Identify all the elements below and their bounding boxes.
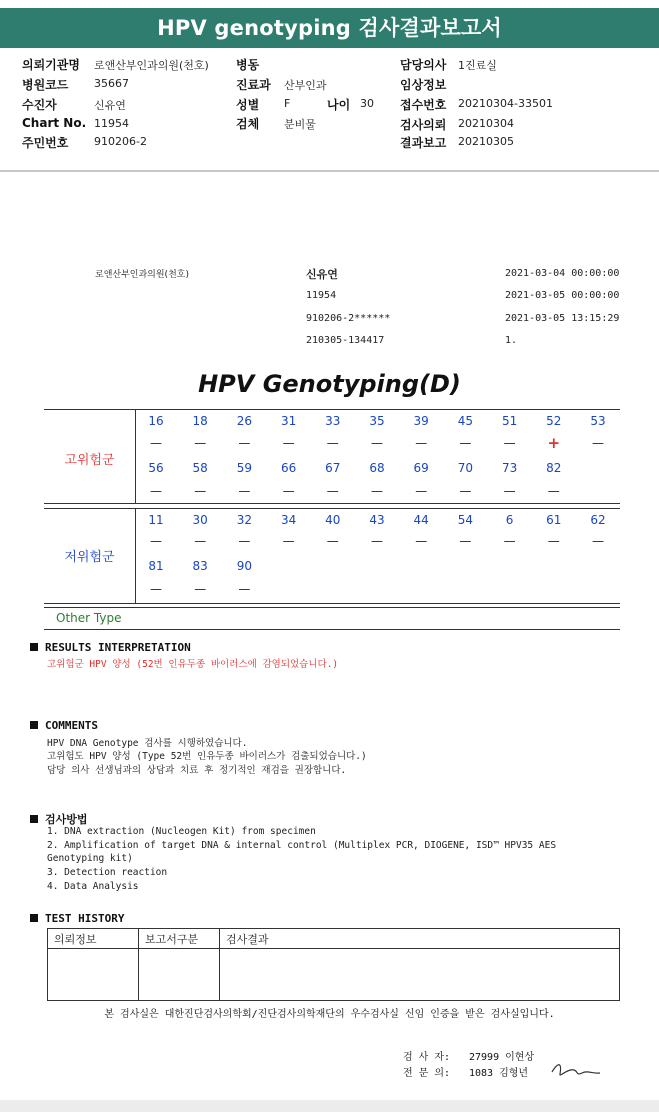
hospital-code-label: 병원코드	[22, 78, 69, 92]
signature-scribble-icon	[548, 1058, 604, 1080]
hpv-type-35: 35	[369, 414, 385, 428]
results-text: 고위험군 HPV 양성 (52번 인유두종 바이러스에 감염되었습니다.)	[47, 659, 339, 670]
hpv-type-56: 56	[148, 461, 164, 475]
id-value: 910206-2	[94, 135, 147, 148]
history-heading	[30, 912, 124, 925]
hpv-type-39: 39	[413, 414, 429, 428]
hpv-type-40: 40	[325, 513, 341, 527]
history-cell	[220, 949, 620, 1001]
hpv-type-26: 26	[236, 414, 253, 428]
result-negative: —	[194, 534, 207, 548]
ward-label: 병동	[236, 58, 260, 72]
square-bullet-icon	[30, 914, 38, 922]
info-clinic: 로앤산부인과의원(천호)	[95, 270, 189, 280]
result-negative: —	[150, 582, 162, 596]
comment-line-2: 고위험도 HPV 양성 (Type 52번 인유두종 바이러스가 검출되었습니다.)	[47, 751, 367, 762]
hpv-type-31: 31	[280, 414, 297, 428]
square-bullet-icon	[30, 815, 38, 823]
result-negative: —	[326, 534, 339, 548]
result-negative: —	[194, 484, 207, 498]
id-label: 주민번호	[22, 136, 69, 150]
result-negative: —	[547, 534, 560, 548]
other-type-label: Other Type	[56, 611, 122, 625]
chart-value: 11954	[94, 117, 129, 130]
hpv-type-18: 18	[192, 414, 208, 428]
hpv-type-82: 82	[546, 461, 562, 475]
hpv-type-52: 52	[546, 414, 562, 428]
clinical-label: 임상정보	[400, 78, 447, 92]
info-rrn: 910206-2******	[306, 313, 391, 324]
result-negative: —	[150, 436, 162, 450]
hpv-type-16: 16	[148, 414, 164, 428]
info-date3: 2021-03-05 13:15:29	[505, 313, 620, 324]
hpv-type-62: 62	[590, 513, 606, 527]
result-negative: —	[150, 534, 162, 548]
hpv-type-43: 43	[369, 513, 385, 527]
history-cell	[48, 949, 139, 1001]
result-negative: —	[415, 484, 428, 498]
age-value: 30	[360, 97, 374, 110]
sex-value: F	[284, 97, 291, 110]
hpv-type-69: 69	[413, 461, 429, 475]
info-seq: 1.	[505, 335, 518, 346]
info-date1: 2021-03-04 00:00:00	[505, 268, 620, 279]
test-history-table	[47, 928, 620, 1001]
hpv-type-30: 30	[192, 513, 208, 527]
method-line-4: 3. Detection reaction	[47, 867, 168, 878]
grid-line-top	[44, 409, 620, 410]
result-negative: —	[592, 436, 604, 450]
result-negative: —	[503, 534, 516, 548]
hpv-type-59: 59	[236, 461, 253, 475]
tester-label: 검 사 자:	[403, 1052, 451, 1063]
low-risk-label: 저위험군	[64, 550, 115, 565]
report-date: 20210305	[458, 135, 514, 148]
receipt-label: 접수번호	[400, 98, 447, 112]
hpv-type-90: 90	[236, 559, 253, 573]
hpv-type-11: 11	[148, 513, 164, 527]
result-negative: —	[282, 436, 295, 450]
doctor-label: 담당의사	[400, 58, 447, 72]
result-negative: —	[503, 436, 516, 450]
result-negative: —	[459, 484, 472, 498]
specimen-label: 검체	[236, 117, 260, 131]
hpv-type-70: 70	[457, 461, 474, 475]
hpv-type-6: 6	[505, 513, 514, 527]
method-heading-text: 검사방법	[45, 813, 88, 826]
report-header	[0, 52, 659, 172]
result-negative: —	[282, 534, 295, 548]
result-negative: —	[371, 484, 383, 498]
result-negative: —	[194, 436, 207, 450]
result-negative: —	[282, 484, 295, 498]
patient-label: 수진자	[22, 98, 57, 112]
info-chart: 11954	[306, 290, 337, 301]
report-title: HPV genotyping 검사결과보고서	[0, 8, 659, 48]
history-cell	[139, 949, 220, 1001]
dept-value: 산부인과	[284, 79, 327, 92]
method-line-5: 4. Data Analysis	[47, 881, 139, 892]
doctor-value: 1진료실	[458, 59, 497, 72]
comment-line-1: HPV DNA Genotype 검사를 시행하였습니다.	[47, 738, 248, 749]
result-negative: —	[326, 484, 339, 498]
dept-label: 진료과	[236, 78, 271, 92]
patient-value: 신유연	[94, 99, 126, 112]
result-negative: —	[238, 436, 251, 450]
square-bullet-icon	[30, 643, 38, 651]
hpv-type-66: 66	[280, 461, 297, 475]
result-negative: —	[371, 436, 383, 450]
chart-label: Chart No.	[22, 116, 87, 130]
result-negative: —	[150, 484, 162, 498]
info-name: 신유연	[306, 268, 338, 281]
requester-label: 의뢰기관명	[22, 58, 80, 72]
info-specimen-no: 210305-134417	[306, 335, 385, 346]
hpv-type-61: 61	[546, 513, 562, 527]
hpv-type-73: 73	[501, 461, 518, 475]
history-col-result: 검사결과	[220, 929, 620, 949]
result-negative: —	[415, 436, 428, 450]
result-negative: —	[238, 582, 251, 596]
results-heading	[30, 641, 191, 654]
history-col-request: 의뢰정보	[48, 929, 139, 949]
hpv-type-34: 34	[280, 513, 297, 527]
hpv-type-67: 67	[325, 461, 341, 475]
result-positive: +	[547, 434, 561, 452]
accreditation-footer: 본 검사실은 대한진단검사의학회/진단검사의학재단의 우수검사실 신임 인증을 받은 검사실입니다.	[104, 1009, 555, 1020]
grid-line-other-top	[44, 607, 620, 608]
sex-label: 성별	[236, 98, 260, 112]
hpv-type-68: 68	[369, 461, 385, 475]
hpv-type-58: 58	[192, 461, 208, 475]
request-date: 20210304	[458, 117, 514, 130]
result-negative: —	[415, 534, 428, 548]
method-line-3: Genotyping kit)	[47, 853, 133, 864]
specialist-value: 1083 김형년	[469, 1068, 529, 1079]
report-label: 결과보고	[400, 136, 447, 150]
result-negative: —	[547, 484, 560, 498]
grid-line-other-bottom	[44, 629, 620, 630]
result-negative: —	[238, 534, 251, 548]
hpv-type-32: 32	[236, 513, 253, 527]
age-label: 나이	[327, 98, 351, 112]
history-col-report-type: 보고서구분	[139, 929, 220, 949]
request-label: 검사의뢰	[400, 118, 447, 132]
high-risk-label: 고위험군	[64, 453, 115, 468]
genotyping-title: HPV Genotyping(D)	[198, 370, 461, 398]
hpv-type-51: 51	[501, 414, 518, 428]
specimen-value: 분비물	[284, 118, 316, 131]
result-negative: —	[592, 534, 604, 548]
hpv-type-54: 54	[457, 513, 474, 527]
method-line-1: 1. DNA extraction (Nucleogen Kit) from specimen	[47, 826, 316, 837]
requester-value: 로앤산부인과의원(천호)	[94, 59, 209, 72]
grid-line-low-bottom	[44, 603, 620, 604]
result-negative: —	[326, 436, 339, 450]
result-negative: —	[459, 436, 472, 450]
result-negative: —	[238, 484, 251, 498]
hospital-code-value: 35667	[94, 77, 129, 90]
method-line-2: 2. Amplification of target DNA & internal control (Multiplex PCR, DIOGENE, ISD™ HPV35 AES	[47, 840, 557, 851]
result-negative: —	[371, 534, 383, 548]
result-negative: —	[459, 534, 472, 548]
result-negative: —	[503, 484, 516, 498]
grid-line-low-top	[44, 508, 620, 509]
results-heading-text: RESULTS INTERPRETATION	[45, 641, 191, 654]
comment-line-3: 담당 의사 선생님과의 상담과 치료 후 정기적인 재검을 권장합니다.	[47, 765, 347, 776]
hpv-type-33: 33	[325, 414, 341, 428]
square-bullet-icon	[30, 721, 38, 729]
comments-heading	[30, 719, 98, 732]
hpv-type-81: 81	[148, 559, 164, 573]
hpv-type-53: 53	[590, 414, 606, 428]
specialist-label: 전 문 의:	[403, 1068, 451, 1079]
info-date2: 2021-03-05 00:00:00	[505, 290, 620, 301]
tester-value: 27999 이현상	[469, 1052, 535, 1063]
result-negative: —	[194, 582, 207, 596]
hpv-type-83: 83	[192, 559, 208, 573]
receipt-value: 20210304-33501	[458, 97, 553, 110]
hpv-type-44: 44	[413, 513, 429, 527]
hpv-type-45: 45	[457, 414, 474, 428]
comments-heading-text: COMMENTS	[45, 719, 98, 732]
history-heading-text: TEST HISTORY	[45, 912, 125, 925]
grid-line-high-bottom	[44, 503, 620, 504]
